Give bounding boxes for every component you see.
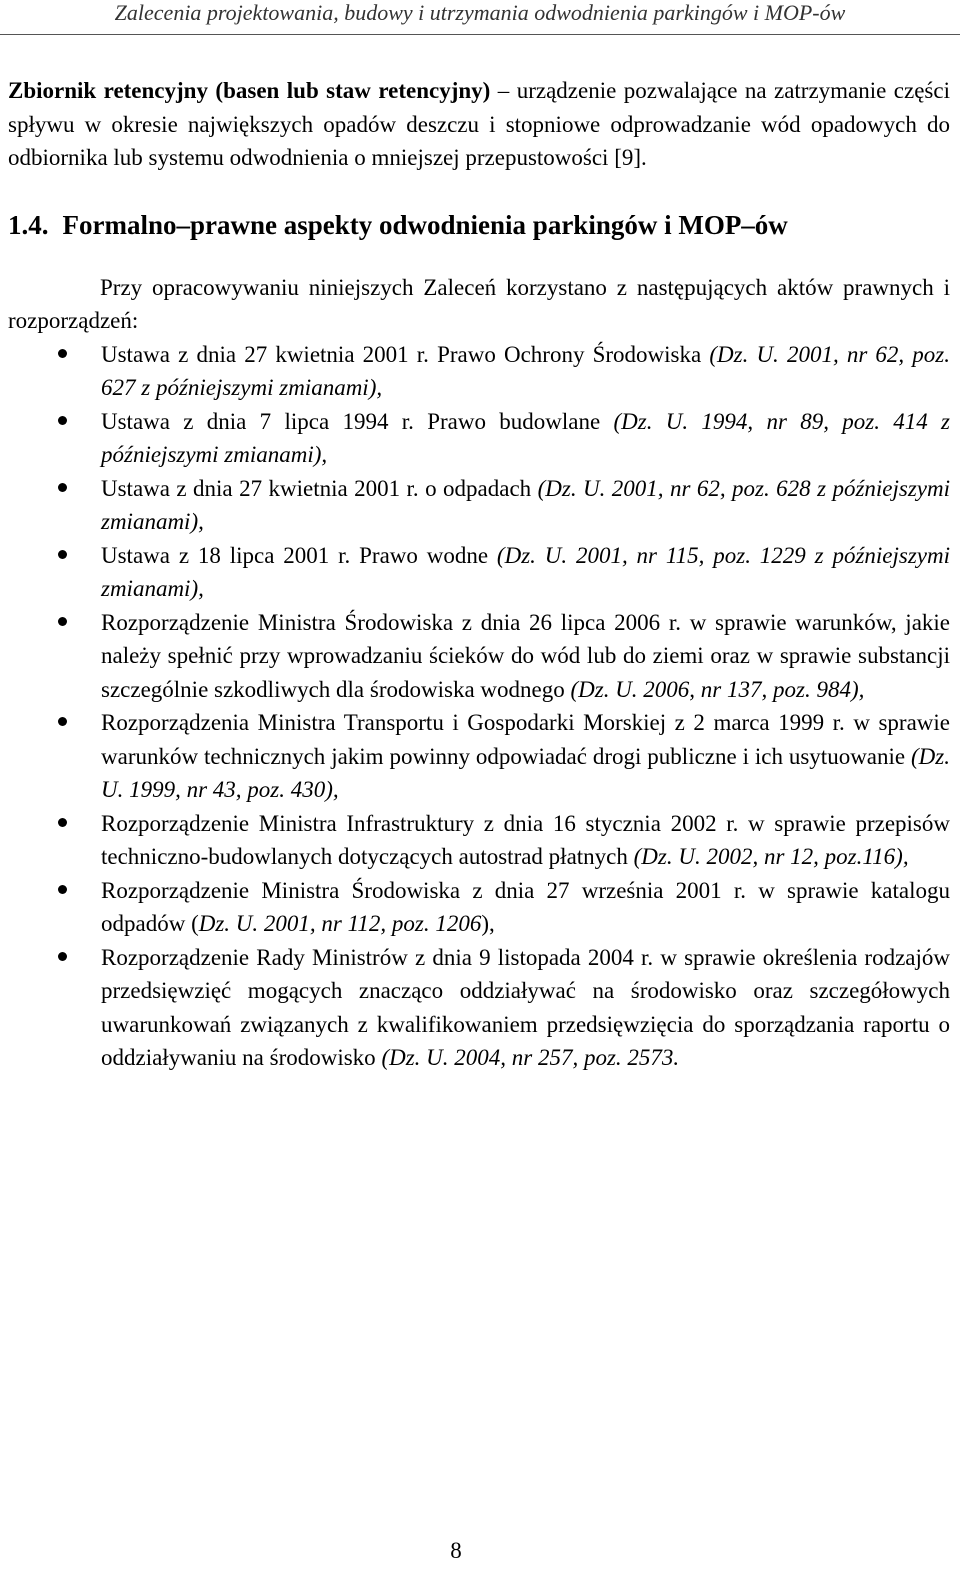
legal-acts-list xyxy=(8,338,950,1075)
item-reference: (Dz. U. 2001, nr 62, poz. 627 z późniejszymi zmianami), xyxy=(101,341,951,400)
list-item xyxy=(8,941,950,1075)
list-item xyxy=(8,874,950,941)
bullet-icon xyxy=(58,885,67,894)
item-tail: ), xyxy=(481,911,495,936)
list-item xyxy=(8,706,950,807)
bullet-icon xyxy=(58,617,67,626)
running-header: Zalecenia projektowania, budowy i utrzymania odwodnienia parkingów i MOP-ów xyxy=(114,0,846,25)
bullet-icon xyxy=(58,349,67,358)
item-text: Rozporządzenie Ministra Środowiska z dnia 27 września 2001 r. w sprawie katalogu odpadów ( xyxy=(101,877,950,936)
list-item xyxy=(8,539,950,606)
list-item xyxy=(8,472,950,539)
item-text: Ustawa z 18 lipca 2001 r. Prawo wodne xyxy=(101,542,497,568)
item-reference: (Dz. U. 2001, nr 115, poz. 1229 z późniejszymi zmianami), xyxy=(101,542,950,601)
bullet-icon xyxy=(58,717,67,726)
page-body xyxy=(8,74,950,1075)
section-heading xyxy=(8,207,950,243)
item-text: Rozporządzenia Ministra Transportu i Gospodarki Morskiej z 2 marca 1999 r. w sprawie warunków technicznych jakim powinny odpowiadać drogi publiczne i ich usytuowanie xyxy=(101,710,950,769)
item-text: Rozporządzenie Ministra Infrastruktury z dnia 16 stycznia 2002 r. w sprawie przepisów techniczno-budowlanych dotyczących autostrad płatnych xyxy=(101,810,950,869)
item-text: Ustawa z dnia 27 kwietnia 2001 r. o odpadach xyxy=(101,475,538,501)
item-reference: (Dz. U. 2006, nr 137, poz. 984), xyxy=(570,676,865,702)
item-text: Ustawa z dnia 7 lipca 1994 r. Prawo budowlane xyxy=(101,408,614,434)
item-reference: (Dz. U. 2004, nr 257, poz. 2573. xyxy=(381,1045,680,1070)
section-title: Formalno–prawne aspekty odwodnienia parkingów i MOP–ów xyxy=(62,209,788,240)
definition-paragraph xyxy=(8,74,950,175)
item-reference: (Dz. U. 2002, nr 12, poz.116), xyxy=(633,844,909,869)
item-text: Ustawa z dnia 27 kwietnia 2001 r. Prawo Ochrony Środowiska xyxy=(101,341,710,367)
item-reference: (Dz. U. 1999, nr 43, poz. 430), xyxy=(101,743,950,802)
bullet-icon xyxy=(58,550,67,559)
list-item xyxy=(8,338,950,405)
bullet-icon xyxy=(58,818,67,827)
section-number: 1.4. xyxy=(8,209,49,240)
definition-dash: – xyxy=(490,78,517,103)
bullet-icon xyxy=(58,483,67,492)
page-number: 8 xyxy=(450,1538,462,1563)
intro-paragraph: Przy opracowywaniu niniejszych Zaleceń korzystano z następujących aktów prawnych i rozporządzeń: xyxy=(8,274,950,333)
list-item xyxy=(8,807,950,874)
item-text: Rozporządzenie Rady Ministrów z dnia 9 listopada 2004 r. w sprawie określenia rodzajów przedsięwzięć mogących znacząco oddziaływać na środowisko oraz szczegółowych uwarunkowań związanych z kwalifikowaniem przedsięwzięcia do sporządzania raportu o oddziaływaniu na środowisko xyxy=(101,944,950,1070)
list-item xyxy=(8,606,950,707)
item-reference: (Dz. U. 2001, nr 62, poz. 628 z późniejszymi zmianami), xyxy=(101,475,951,534)
bullet-icon xyxy=(58,952,67,961)
item-reference: Dz. U. 2001, nr 112, poz. 1206 xyxy=(198,911,482,936)
definition-term: Zbiornik retencyjny (basen lub staw retencyjny) xyxy=(8,78,491,103)
bullet-icon xyxy=(58,416,67,425)
definition-text: urządzenie pozwalające na zatrzymanie części spływu w okresie największych opadów deszczu i stopniowe odprowadzanie wód opadowych do odbiornika lub systemu odwodnienia o mniejszej przepustowości [9]. xyxy=(8,78,950,170)
list-item xyxy=(8,405,950,472)
header-rule xyxy=(0,34,960,35)
item-text: Rozporządzenie Ministra Środowiska z dnia 26 lipca 2006 r. w sprawie warunków, jakie należy spełnić przy wprowadzaniu ścieków do wód lub do ziemi oraz w sprawie substancji szczególnie szkodliwych dla środowiska wodnego xyxy=(101,609,950,702)
item-reference: (Dz. U. 1994, nr 89, poz. 414 z późniejszymi zmianami), xyxy=(101,408,950,467)
